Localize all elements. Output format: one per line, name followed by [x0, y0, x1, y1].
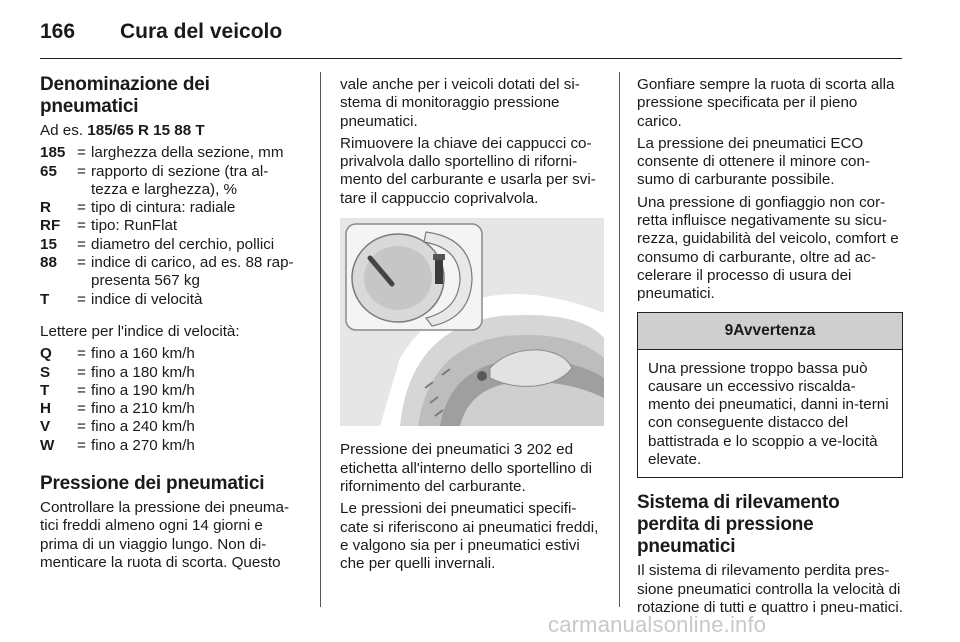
- column-divider: [320, 72, 321, 607]
- speed-value: fino a 240 km/h: [91, 418, 195, 436]
- paragraph: Una pressione di gonfiaggio non cor-retta influisce negativamente su sicu-rezza, guidabilità del veicolo, comfort e consumo di carburante, oltre ad ac-celerare il processo di usura dei pneumatici.: [637, 193, 899, 303]
- definition-row: [40, 144, 304, 162]
- definition-key: 65: [40, 162, 57, 180]
- equals-sign: =: [77, 162, 86, 180]
- definition-row: [40, 199, 304, 217]
- column-2: [340, 64, 604, 577]
- definition-key: R: [40, 199, 51, 217]
- speed-value: fino a 160 km/h: [91, 345, 195, 363]
- definition-list: [40, 144, 304, 309]
- speed-key: T: [40, 381, 50, 399]
- speed-value: fino a 270 km/h: [91, 436, 195, 454]
- example-line: [40, 122, 304, 140]
- pressure-ref-text-end: 202 ed etichetta all'interno dello sportellino di rifornimento del carburante.: [340, 441, 592, 495]
- definition-key: RF: [40, 217, 61, 235]
- tpms-paragraph: Il sistema di rilevamento perdita pres-sione pneumatici controlla la velocità di rotazione di tutti e quattro i pneu-matici.: [637, 562, 903, 616]
- definition-key: 88: [40, 254, 57, 272]
- fuel-door-valve-cap-illustration: [340, 218, 604, 426]
- equals-sign: =: [77, 217, 86, 235]
- equals-sign: =: [77, 345, 86, 363]
- paragraph: Le pressioni dei pneumatici specifi-cate si riferiscono ai pneumatici freddi, e valgono sia per i pneumatici estivi che per quelli invernali.: [340, 500, 599, 573]
- equals-sign: =: [77, 199, 86, 217]
- equals-sign: =: [77, 400, 86, 418]
- page-header: [40, 18, 902, 59]
- column-3: [637, 64, 903, 621]
- chapter-title: Cura del veicolo: [120, 20, 283, 43]
- column-1: [40, 64, 304, 576]
- speed-value: fino a 210 km/h: [91, 400, 195, 418]
- definition-value: indice di velocità: [91, 290, 203, 308]
- speed-key: Q: [40, 345, 52, 363]
- definition-value: larghezza della sezione, mm: [91, 144, 284, 162]
- definition-row: [40, 217, 304, 235]
- paragraph: vale anche per i veicoli dotati del si-stema di monitoraggio pressione pneumatici.: [340, 76, 580, 130]
- speed-row: [40, 364, 304, 382]
- definition-row: [40, 236, 304, 254]
- speed-key: W: [40, 436, 55, 454]
- speed-row: [40, 382, 304, 400]
- definition-row: [40, 291, 304, 309]
- speed-row: [40, 400, 304, 418]
- speed-value: fino a 190 km/h: [91, 381, 195, 399]
- warning-triangle-icon: 9: [724, 321, 734, 339]
- definition-value: diametro del cerchio, pollici: [91, 235, 275, 253]
- warning-title: Avvertenza: [733, 321, 816, 339]
- equals-sign: =: [77, 381, 86, 399]
- example-code: 185/65 R 15 88 T: [87, 122, 205, 139]
- speed-index-intro: Lettere per l'indice di velocità:: [40, 322, 240, 340]
- pressure-ref-text-start: Pressione dei pneumatici: [340, 441, 514, 459]
- warning-box: [637, 312, 903, 479]
- speed-key: S: [40, 363, 51, 381]
- speed-index-list: [40, 345, 304, 455]
- paragraph-pressure-reference: [340, 441, 604, 496]
- definition-key: 185: [40, 144, 66, 162]
- section-title-tpms: Sistema di rilevamento perdita di pressione pneumatici: [637, 492, 840, 558]
- column-divider: [619, 72, 620, 607]
- equals-sign: =: [77, 418, 86, 436]
- definition-key: T: [40, 290, 50, 308]
- equals-sign: =: [77, 235, 86, 253]
- section-title-tyre-pressure: Pressione dei pneumatici: [40, 473, 265, 495]
- warning-header: [638, 313, 902, 350]
- definition-value: rapporto di sezione (tra al-tezza e larghezza), %: [91, 162, 269, 198]
- speed-row: [40, 437, 304, 455]
- definition-key: 15: [40, 235, 57, 253]
- section-title-tyre-designation: Denominazione dei pneumatici: [40, 74, 210, 117]
- equals-sign: =: [77, 290, 86, 308]
- definition-row: [40, 254, 304, 291]
- definition-value: tipo: RunFlat: [91, 217, 178, 235]
- equals-sign: =: [77, 254, 86, 272]
- definition-row: [40, 163, 304, 200]
- equals-sign: =: [77, 436, 86, 454]
- definition-value: tipo di cintura: radiale: [91, 199, 236, 217]
- paragraph: Rimuovere la chiave dei cappucci co-privalvola dallo sportellino di riforni-mento del carburante e usarla per svi-tare il cappuccio coprivalvola.: [340, 134, 596, 207]
- speed-value: fino a 180 km/h: [91, 363, 195, 381]
- example-label: Ad es.: [40, 122, 84, 139]
- paragraph: Gonfiare sempre la ruota di scorta alla pressione specificata per il pieno carico.: [637, 76, 895, 130]
- pressure-paragraph: Controllare la pressione dei pneuma-tici freddi almeno ogni 14 giorni e prima di un viaggio lungo. Non di-menticare la ruota di scorta. Questo: [40, 499, 290, 571]
- watermark-text: carmanualsonline.info: [548, 612, 767, 637]
- page-reference-arrow-icon: 3: [513, 441, 523, 459]
- speed-key: H: [40, 400, 51, 418]
- paragraph: La pressione dei pneumatici ECO consente di ottenere il minore con-sumo di carburante possibile.: [637, 134, 871, 189]
- definition-value: indice di carico, ad es. 88 rap-presenta 567 kg: [91, 254, 294, 290]
- speed-row: [40, 418, 304, 436]
- equals-sign: =: [77, 144, 86, 162]
- speed-key: V: [40, 418, 51, 436]
- equals-sign: =: [77, 363, 86, 381]
- speed-row: [40, 345, 304, 363]
- warning-text: Una pressione troppo bassa può causare un eccessivo riscalda-mento dei pneumatici, danni in-terni con conseguente distacco del battistrada e lo scoppio a ve-locità elevate.: [648, 359, 889, 469]
- page-number: 166: [40, 20, 76, 43]
